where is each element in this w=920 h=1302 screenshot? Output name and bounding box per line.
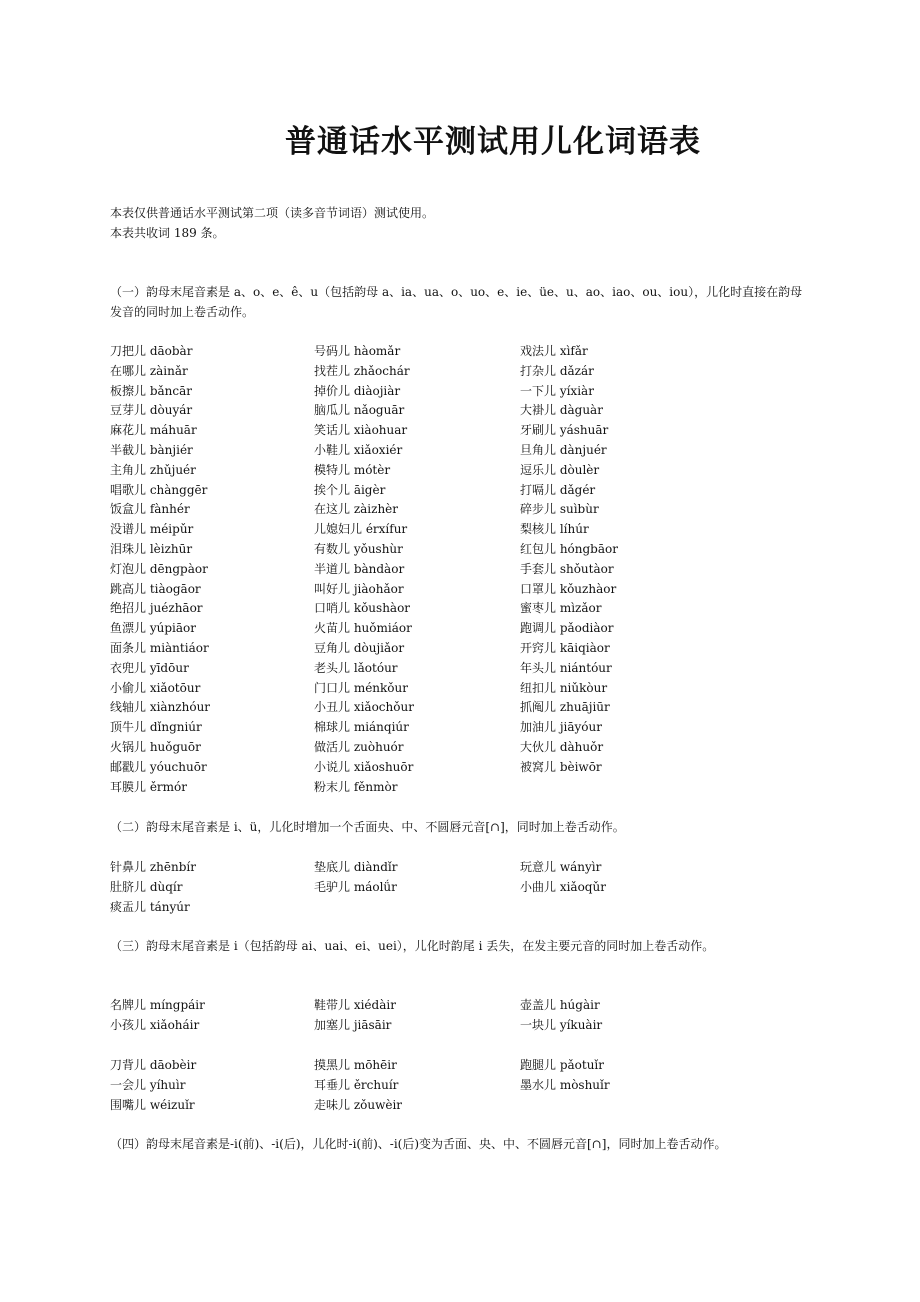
word-entry: 棉球儿 miánqiúr (314, 720, 409, 735)
word-entry: 垫底儿 diàndǐr (314, 860, 398, 874)
word-entry: 被窝儿 bèiwōr (520, 759, 602, 774)
section3-note: （三）韵母末尾音素是 i（包括韵母 ai、uai、ei、uei），儿化时韵尾 i 丢失，在发主要元音的同时加上卷舌动作。 (110, 939, 715, 953)
word-column (110, 342, 315, 797)
word-entry: 在哪儿 zàinǎr (110, 363, 188, 378)
word-entry: 梨核儿 líhúr (520, 522, 589, 537)
word-entry: 肚脐儿 dùqír (110, 879, 183, 894)
section2-word-table (110, 858, 830, 918)
word-entry: 粉末儿 fěnmòr (314, 779, 398, 794)
word-entry: 挨个儿 āigèr (314, 482, 386, 497)
word-entry: 一块儿 yíkuàir (520, 1017, 603, 1032)
word-entry: 口罩儿 kǒuzhàor (520, 581, 617, 596)
word-entry: 围嘴儿 wéizuǐr (110, 1097, 195, 1112)
word-entry: 板擦儿 bǎncār (110, 383, 192, 398)
word-entry: 饭盒儿 fànhér (110, 502, 190, 517)
word-entry: 跑腿儿 pǎotuǐr (520, 1058, 605, 1072)
word-entry: 火苗儿 huǒmiáor (314, 621, 412, 636)
word-entry: 打杂儿 dǎzár (520, 363, 594, 378)
word-entry: 泪珠儿 lèizhūr (110, 541, 193, 556)
word-column (314, 996, 519, 1036)
word-entry: 衣兜儿 yīdōur (110, 660, 189, 675)
word-entry: 开窍儿 kāiqiàor (520, 640, 610, 655)
section3-word-table-b (110, 1056, 830, 1116)
word-entry: 主角儿 zhǔjuér (110, 462, 196, 477)
word-column (520, 342, 725, 778)
word-entry: 火锅儿 huǒguōr (110, 739, 201, 754)
word-entry: 壶盖儿 húgàir (520, 998, 600, 1012)
word-entry: 刀把儿 dāobàr (110, 344, 193, 358)
intro-line: 本表仅供普通话水平测试第二项（读多音节词语）测试使用。 (110, 206, 435, 220)
word-entry: 年头儿 niántóur (520, 660, 612, 675)
word-entry: 老头儿 lǎotóur (314, 660, 398, 675)
word-entry: 小曲儿 xiǎoqǔr (520, 879, 606, 894)
word-entry: 打嗝儿 dǎgér (520, 482, 596, 497)
word-entry: 麻花儿 máhuār (110, 423, 197, 438)
word-entry: 豆芽儿 dòuyár (110, 403, 193, 418)
word-entry: 耳膜儿 ěrmór (110, 779, 187, 794)
word-entry: 刀背儿 dāobèir (110, 1058, 197, 1072)
word-column (110, 858, 315, 917)
word-entry: 逗乐儿 dòulèr (520, 462, 600, 477)
word-entry: 半截儿 bànjiér (110, 442, 193, 457)
word-entry: 针鼻儿 zhēnbír (110, 860, 196, 874)
word-entry: 一下儿 yíxiàr (520, 383, 594, 398)
word-entry: 找茬儿 zhǎochár (314, 363, 410, 378)
word-entry: 小鞋儿 xiǎoxiér (314, 442, 403, 457)
word-entry: 没谱儿 méipǔr (110, 522, 194, 537)
word-entry: 加油儿 jiāyóur (520, 720, 602, 735)
word-entry: 儿媳妇儿 érxífur (314, 522, 408, 537)
section1-word-table (110, 342, 830, 802)
intro (110, 204, 810, 244)
word-entry: 在这儿 zàizhèr (314, 502, 399, 517)
word-entry: 一会儿 yíhuìr (110, 1077, 186, 1092)
word-entry: 毛驴儿 máolǘr (314, 879, 397, 894)
word-entry: 蜜枣儿 mìzǎor (520, 601, 602, 616)
word-entry: 碎步儿 suìbùr (520, 502, 599, 517)
word-entry: 大褂儿 dàguàr (520, 403, 603, 418)
word-entry: 门口儿 ménkǒur (314, 680, 408, 695)
word-column (110, 1056, 315, 1115)
word-entry: 绝招儿 juézhāor (110, 601, 203, 616)
word-entry: 顶牛儿 dǐngniúr (110, 720, 202, 735)
word-entry: 旦角儿 dànjuér (520, 442, 607, 457)
section2-note: （二）韵母末尾音素是 i、ü，儿化时增加一个舌面央、中、不圆唇元音[∩]，同时加上卷舌动作。 (110, 820, 625, 834)
word-entry: 模特儿 mótèr (314, 462, 391, 477)
word-entry: 戏法儿 xìfǎr (520, 344, 588, 358)
word-column (314, 342, 519, 797)
word-entry: 豆角儿 dòujiǎor (314, 640, 405, 655)
word-entry: 做活儿 zuòhuór (314, 739, 404, 754)
word-column (314, 1056, 519, 1115)
page-title: 普通话水平测试用儿化词语表 (285, 124, 701, 160)
word-entry: 号码儿 hàomǎr (314, 344, 401, 358)
word-entry: 大伙儿 dàhuǒr (520, 739, 604, 754)
word-entry: 痰盂儿 tányúr (110, 899, 190, 914)
word-column (110, 996, 315, 1036)
word-entry: 耳垂儿 ěrchuír (314, 1077, 399, 1092)
word-entry: 面条儿 miàntiáor (110, 640, 209, 655)
word-entry: 灯泡儿 dēngpàor (110, 561, 208, 576)
word-entry: 有数儿 yǒushùr (314, 541, 403, 556)
word-entry: 走味儿 zǒuwèir (314, 1097, 403, 1112)
word-entry: 口哨儿 kǒushàor (314, 601, 411, 616)
word-entry: 跳高儿 tiàogāor (110, 581, 201, 596)
word-entry: 半道儿 bàndàor (314, 561, 405, 576)
word-entry: 叫好儿 jiàohǎor (314, 581, 404, 596)
intro-line: 本表共收词 189 条。 (110, 225, 225, 240)
word-entry: 小丑儿 xiǎochǒur (314, 700, 414, 715)
word-entry: 名牌儿 míngpáir (110, 998, 205, 1012)
section1-note: （一）韵母末尾音素是 a、o、e、ê、u（包括韵母 a、ia、ua、o、uo、e、ie、üe、u、ao、iao、ou、iou），儿化时直接在韵母发音的同时加上卷舌动作。 (110, 285, 803, 319)
section4-note: （四）韵母末尾音素是-i(前)、-i(后)，儿化时-i(前)、-i(后)变为舌面、央、中、不圆唇元音[∩]，同时加上卷舌动作。 (110, 1137, 727, 1151)
word-entry: 邮戳儿 yóuchuōr (110, 759, 207, 774)
word-entry: 唱歌儿 chànggēr (110, 482, 208, 497)
word-entry: 鱼漂儿 yúpiāor (110, 621, 196, 636)
word-entry: 掉价儿 diàojiàr (314, 383, 401, 398)
word-entry: 玩意儿 wányìr (520, 860, 602, 874)
word-column (520, 996, 725, 1036)
word-entry: 摸黑儿 mōhēir (314, 1058, 397, 1072)
word-entry: 小说儿 xiǎoshuōr (314, 759, 414, 774)
word-entry: 加塞儿 jiāsāir (314, 1017, 392, 1032)
word-entry: 脑瓜儿 nǎoguār (314, 403, 405, 418)
section3-word-table-a (110, 996, 830, 1036)
word-entry: 手套儿 shǒutàor (520, 561, 614, 576)
word-entry: 跑调儿 pǎodiàor (520, 621, 614, 636)
word-column (520, 858, 725, 898)
word-entry: 小孩儿 xiǎoháir (110, 1017, 200, 1032)
word-entry: 牙刷儿 yáshuār (520, 423, 609, 438)
word-entry: 红包儿 hóngbāor (520, 541, 618, 556)
word-entry: 墨水儿 mòshuǐr (520, 1077, 610, 1092)
word-entry: 笑话儿 xiàohuar (314, 423, 408, 438)
word-column (520, 1056, 725, 1096)
word-entry: 线轴儿 xiànzhóur (110, 700, 211, 715)
word-column (314, 858, 519, 898)
word-entry: 纽扣儿 niǔkòur (520, 680, 608, 695)
word-entry: 抓阄儿 zhuājiūr (520, 700, 610, 715)
word-entry: 鞋带儿 xiédàir (314, 998, 396, 1012)
word-entry: 小偷儿 xiǎotōur (110, 680, 201, 695)
